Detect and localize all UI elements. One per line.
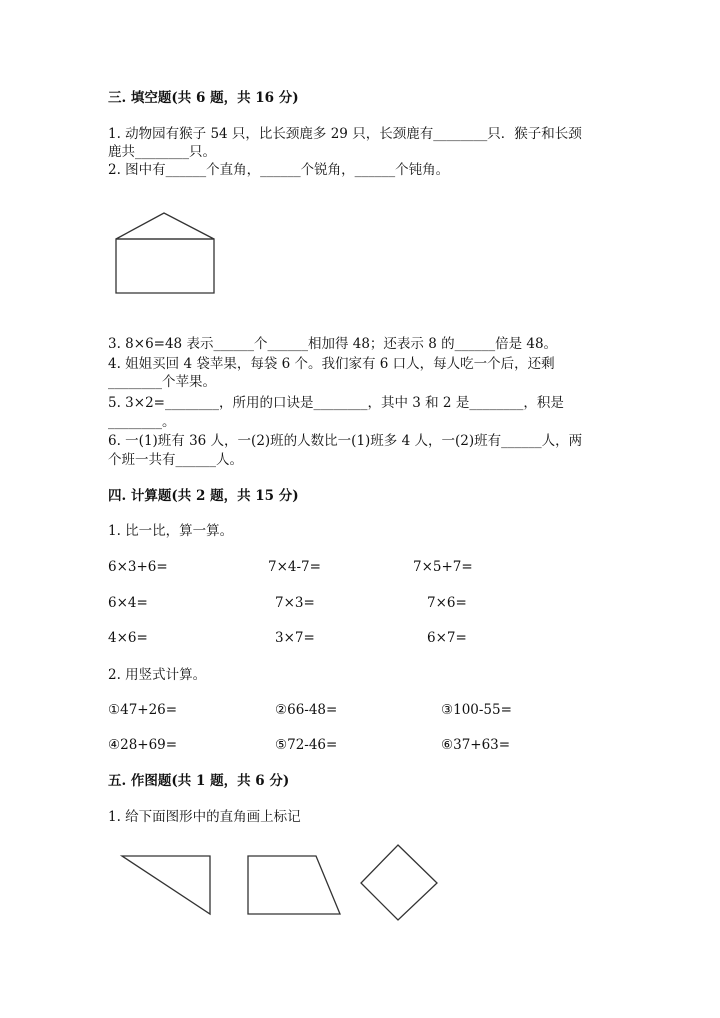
house-roof-triangle (116, 213, 214, 239)
house-body-rectangle (116, 239, 214, 293)
question-3-2: 2. 图中有______个直角，______个锐角，______个钝角。 (108, 162, 450, 178)
calc-row-2-col-1: 6×4= (108, 595, 148, 611)
question-3-4-line-2: ________个苹果。 (108, 374, 216, 390)
right-triangle-figure (118, 852, 214, 918)
question-5-1: 1. 给下面图形中的直角画上标记 (108, 809, 301, 825)
question-3-5-line-2: ________。 (108, 414, 176, 430)
question-3-1-line-1: 1. 动物园有猴子 54 只，比长颈鹿多 29 只，长颈鹿有________只．猴子和长颈 (108, 126, 582, 142)
calc-row-3-col-2: 3×7= (275, 630, 315, 646)
question-3-1-line-2: 鹿共________只。 (108, 144, 216, 160)
question-3-6-line-2: 个班一共有______人。 (108, 452, 243, 468)
vertical-calc-2: ②66-48= (275, 702, 338, 718)
calc-row-3-col-3: 6×7= (427, 630, 467, 646)
calc-row-1-col-3: 7×5+7= (413, 559, 473, 575)
question-4-1: 1. 比一比，算一算。 (108, 523, 234, 539)
question-3-5-line-1: 5. 3×2=________，所用的口诀是________，其中 3 和 2 是________，积是 (108, 395, 564, 411)
vertical-calc-5: ⑤72-46= (275, 737, 338, 753)
trapezoid-figure (244, 852, 344, 918)
vertical-calc-6: ⑥37+63= (441, 737, 511, 753)
calc-row-3-col-1: 4×6= (108, 630, 148, 646)
section-5-heading: 五. 作图题(共 1 题，共 6 分) (108, 773, 290, 789)
calc-row-2-col-3: 7×6= (427, 595, 467, 611)
section-3-heading: 三. 填空题(共 6 题，共 16 分) (108, 90, 299, 106)
house-shape-figure (108, 205, 218, 297)
question-3-4-line-1: 4. 姐姐买回 4 袋苹果，每袋 6 个。我们家有 6 口人，每人吃一个后，还剩 (108, 356, 555, 372)
calc-row-1-col-2: 7×4-7= (268, 559, 321, 575)
question-4-2: 2. 用竖式计算。 (108, 667, 207, 683)
question-3-3: 3. 8×6=48 表示______个______相加得 48；还表示 8 的______倍是 48。 (108, 336, 558, 352)
calc-row-2-col-2: 7×3= (275, 595, 315, 611)
section-4-heading: 四. 计算题(共 2 题，共 15 分) (108, 488, 299, 504)
vertical-calc-1: ①47+26= (108, 702, 178, 718)
diamond-figure (358, 842, 442, 924)
vertical-calc-3: ③100-55= (441, 702, 512, 718)
question-3-6-line-1: 6. 一(1)班有 36 人，一(2)班的人数比一(1)班多 4 人，一(2)班有______人，两 (108, 433, 583, 449)
vertical-calc-4: ④28+69= (108, 737, 178, 753)
calc-row-1-col-1: 6×3+6= (108, 559, 168, 575)
